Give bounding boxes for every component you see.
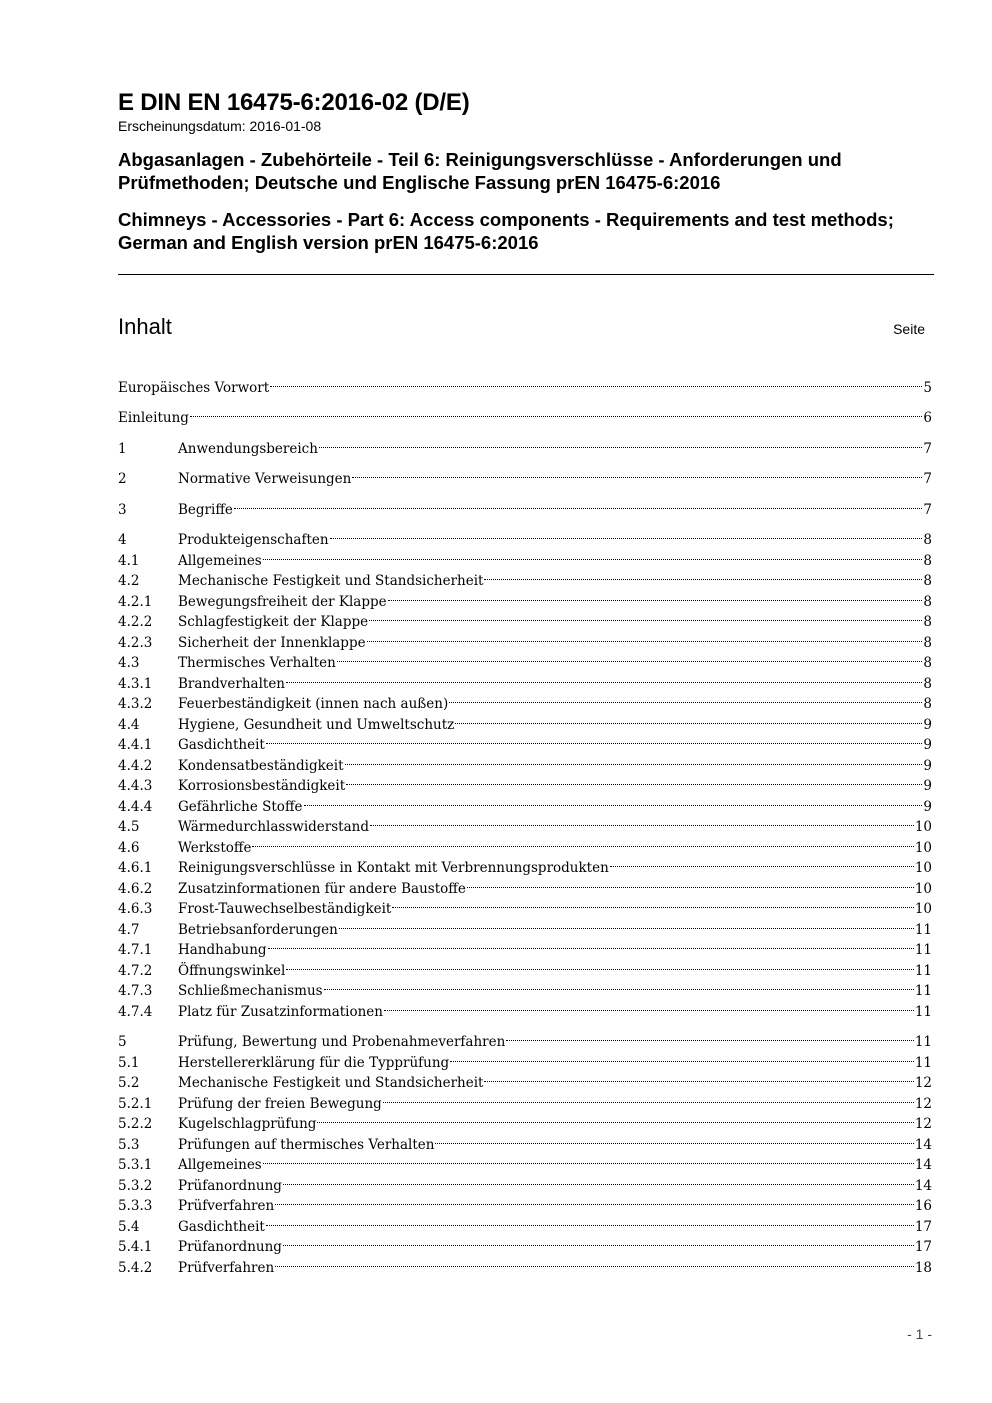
toc-entry-number: 5.2 (118, 1075, 140, 1091)
toc-leader-dots (330, 524, 923, 545)
toc-entry-title: Werkstoffe (178, 839, 252, 856)
toc-entry-title: Begriffe (178, 501, 233, 518)
toc-leader-dots (610, 852, 914, 873)
toc-entry-page: 11 (914, 942, 932, 958)
toc-entry-number: 4.7 (118, 921, 140, 938)
toc-entry-number: 4.6.1 (118, 860, 153, 876)
toc-entry-title: Allgemeines (178, 552, 262, 569)
toc-leader-dots (384, 995, 914, 1016)
toc-entry-number: 1 (118, 440, 127, 457)
toc-leader-dots (383, 1087, 914, 1108)
toc-entry-number: 5.2.1 (118, 1095, 153, 1112)
toc-page-column-label: Seite (893, 321, 925, 337)
toc-leader-dots (484, 1067, 913, 1088)
toc-entry-number: 5.2.2 (118, 1116, 153, 1132)
toc-entry-page: 8 (923, 634, 932, 651)
toc-entry-number: 5.3.2 (118, 1177, 153, 1194)
toc-leader-dots (339, 913, 914, 934)
toc-entry-number: 4.7.3 (118, 983, 153, 999)
toc-entry-number: 5.3 (118, 1136, 140, 1153)
toc-entry-title: Anwendungsbereich (178, 440, 318, 457)
toc-entry-page: 18 (914, 1259, 932, 1276)
publication-date: Erscheinungsdatum: 2016-01-08 (118, 118, 322, 134)
toc-entry-page: 9 (923, 757, 932, 774)
toc-entry-page: 11 (914, 1034, 932, 1050)
toc-entry-page: 8 (923, 655, 932, 671)
toc-entry-title: Thermisches Verhalten (178, 655, 336, 671)
toc-entry-page: 11 (914, 1003, 932, 1020)
toc-entry-title: Einleitung (118, 410, 189, 426)
toc-leader-dots (370, 811, 914, 832)
toc-leader-dots (266, 1210, 914, 1231)
toc-entry-title: Zusatzinformationen für andere Baustoffe (178, 880, 466, 897)
toc-entry-number: 4.2.3 (118, 634, 153, 651)
toc-entry-title: Prüfverfahren (178, 1259, 275, 1276)
toc-leader-dots (484, 565, 922, 586)
toc-entry-page: 12 (914, 1095, 932, 1112)
toc-entry-title: Normative Verweisungen (178, 471, 352, 487)
document-header (118, 88, 934, 254)
toc-entry-number: 5 (118, 1034, 127, 1050)
toc-entry-title: Brandverhalten (178, 675, 285, 692)
toc-entry-page: 9 (923, 778, 932, 794)
toc-entry-title: Korrosionsbeständigkeit (178, 778, 346, 794)
toc-entry-page: 10 (914, 901, 932, 917)
toc-leader-dots (283, 1169, 914, 1190)
toc-leader-dots (263, 544, 923, 565)
toc-entry-number: 4.5 (118, 819, 140, 835)
title-german: Abgasanlagen - Zubehörteile - Teil 6: Reinigungsverschlüsse - Anforderungen und Prüfmethoden; Deutsche und Englische Fassung prEN 16475-6:2016 (118, 149, 842, 193)
toc-leader-dots (435, 1128, 913, 1149)
toc-entry-page: 5 (923, 379, 932, 396)
toc-entry-page: 8 (923, 532, 932, 548)
toc-entry-number: 4.4.3 (118, 778, 153, 794)
toc-entry-number: 4.3 (118, 655, 140, 671)
toc-heading: Inhalt (118, 314, 172, 339)
toc-leader-dots (286, 954, 913, 975)
toc-leader-dots (324, 975, 914, 996)
toc-entry-title: Öffnungswinkel (178, 962, 286, 979)
toc-leader-dots (317, 1108, 913, 1129)
toc-entry-page: 14 (914, 1157, 932, 1173)
toc-entry-title: Gasdichtheit (178, 1218, 265, 1235)
toc-entry-page: 12 (914, 1075, 932, 1091)
toc-entry-number: 4.4.4 (118, 798, 153, 815)
toc-entry-title: Betriebsanforderungen (178, 921, 338, 938)
toc-entry-title: Prüfverfahren (178, 1198, 275, 1214)
toc-leader-dots (467, 872, 914, 893)
toc-leader-dots (268, 934, 914, 955)
title-english: Chimneys - Accessories - Part 6: Access components - Requirements and test methods; German and English version prEN 16475-6:2016 (118, 209, 894, 253)
toc-entry[interactable] (118, 463, 932, 487)
toc-entry-page: 6 (923, 410, 932, 426)
toc-leader-dots (337, 647, 923, 668)
toc-entry-title: Prüfung, Bewertung und Probenahmeverfahren (178, 1034, 506, 1050)
toc-leader-dots (369, 606, 922, 627)
toc-leader-dots (388, 585, 923, 606)
toc-entry-title: Prüfung der freien Bewegung (178, 1095, 382, 1112)
toc-entry-title: Feuerbeständigkeit (innen nach außen) (178, 696, 449, 712)
toc-entry-page: 8 (923, 675, 932, 692)
toc-leader-dots (275, 1190, 914, 1211)
toc-entry-number: 4.4.1 (118, 737, 153, 753)
toc-entry-page: 8 (923, 696, 932, 712)
toc-entry-number: 4.2.2 (118, 614, 153, 630)
toc-entry-title: Gefährliche Stoffe (178, 798, 303, 815)
toc-entry-number: 4 (118, 532, 127, 548)
toc-entry[interactable] (118, 524, 932, 548)
document-id: E DIN EN 16475-6:2016-02 (D/E) (118, 89, 470, 116)
toc-entry-number: 4.1 (118, 552, 140, 569)
toc-leader-dots (234, 493, 923, 514)
toc-leader-dots (455, 708, 922, 729)
toc-leader-dots (270, 371, 922, 392)
toc-entry-title: Mechanische Festigkeit und Standsicherheit (178, 1075, 484, 1091)
toc-entry-title: Allgemeines (178, 1157, 262, 1173)
toc-entry[interactable] (118, 371, 932, 396)
toc-entry-page: 8 (923, 614, 932, 630)
toc-leader-dots (367, 626, 923, 647)
page-number: - 1 - (907, 1326, 932, 1342)
toc-entry[interactable] (118, 432, 932, 457)
toc-leader-dots (286, 667, 922, 688)
toc-entry-page: 11 (914, 1054, 932, 1071)
toc-entry-page: 14 (914, 1136, 932, 1153)
toc-entry-page: 16 (914, 1198, 932, 1214)
toc-entry-number: 4.4 (118, 716, 140, 733)
toc-entry-title: Hygiene, Gesundheit und Umweltschutz (178, 716, 455, 733)
toc-entry-number: 5.4.2 (118, 1259, 153, 1276)
toc-entry-title: Sicherheit der Innenklappe (178, 634, 366, 651)
toc-leader-dots (283, 1231, 914, 1252)
toc-entry-number: 4.6.3 (118, 901, 153, 917)
toc-entry[interactable] (118, 493, 932, 518)
toc-entry-page: 8 (923, 552, 932, 569)
toc-leader-dots (263, 1149, 914, 1170)
toc-leader-dots (190, 402, 922, 423)
toc-entry-number: 4.6 (118, 839, 140, 856)
toc-entry-title: Bewegungsfreiheit der Klappe (178, 593, 387, 610)
toc-entry-title: Herstellererklärung für die Typprüfung (178, 1054, 450, 1071)
toc-entry-page: 9 (923, 798, 932, 815)
toc-entry-number: 5.3.1 (118, 1157, 153, 1173)
toc-entry-title: Reinigungsverschlüsse in Kontakt mit Verbrennungsprodukten (178, 860, 609, 876)
toc-leader-dots (266, 729, 923, 750)
toc-leader-dots (252, 831, 913, 852)
toc-entry-title: Frost-Tauwechselbeständigkeit (178, 901, 392, 917)
toc-entry-title: Prüfanordnung (178, 1239, 282, 1255)
toc-entry-title: Gasdichtheit (178, 737, 265, 753)
toc-entry-page: 10 (914, 819, 932, 835)
toc-entry-title: Schließmechanismus (178, 983, 323, 999)
toc-leader-dots (345, 749, 923, 770)
toc-entry-number: 5.4 (118, 1218, 140, 1235)
toc-leader-dots (392, 893, 913, 914)
toc-entry-page: 11 (914, 962, 932, 979)
toc-leader-dots (275, 1251, 914, 1272)
toc-entry-title: Europäisches Vorwort (118, 379, 270, 396)
toc-entry-title: Produkteigenschaften (178, 532, 329, 548)
toc-entry-number: 4.7.2 (118, 962, 153, 979)
toc-entry-number: 4.3.2 (118, 696, 153, 712)
toc-entry-page: 10 (914, 860, 932, 876)
toc-entry-title: Kugelschlagprüfung (178, 1116, 317, 1132)
toc-entry-page: 10 (914, 839, 932, 856)
toc-entry-number: 5.3.3 (118, 1198, 153, 1214)
toc-entry-page: 9 (923, 737, 932, 753)
toc-leader-dots (450, 1046, 914, 1067)
toc-entry-number: 4.3.1 (118, 675, 153, 692)
toc-entry-page: 8 (923, 593, 932, 610)
toc-entry-number: 4.2.1 (118, 593, 153, 610)
toc-entry-page: 7 (923, 501, 932, 518)
toc-entry-title: Schlagfestigkeit der Klappe (178, 614, 369, 630)
toc-leader-dots (319, 432, 922, 453)
toc-entry-number: 2 (118, 471, 127, 487)
toc-entry-page: 14 (914, 1177, 932, 1194)
table-of-contents (118, 371, 932, 1276)
toc-entry-number: 4.7.4 (118, 1003, 153, 1020)
toc-entry-number: 4.4.2 (118, 757, 153, 774)
toc-entry-title: Wärmedurchlasswiderstand (178, 819, 369, 835)
toc-entry-title: Prüfanordnung (178, 1177, 282, 1194)
toc-entry-page: 11 (914, 921, 932, 938)
toc-entry-number: 3 (118, 501, 127, 518)
toc-entry-page: 7 (923, 440, 932, 457)
toc-entry-number: 5.1 (118, 1054, 140, 1071)
toc-entry-number: 4.6.2 (118, 880, 153, 897)
header-divider (118, 274, 934, 275)
toc-leader-dots (346, 770, 922, 791)
toc-leader-dots (449, 688, 922, 709)
toc-entry-number: 4.7.1 (118, 942, 153, 958)
toc-leader-dots (506, 1026, 914, 1047)
toc-entry-page: 8 (923, 573, 932, 589)
toc-entry-page: 9 (923, 716, 932, 733)
toc-entry-number: 4.2 (118, 573, 140, 589)
toc-entry[interactable] (118, 402, 932, 426)
toc-entry-page: 12 (914, 1116, 932, 1132)
toc-entry-title: Handhabung (178, 942, 267, 958)
toc-entry-title: Platz für Zusatzinformationen (178, 1003, 383, 1020)
toc-leader-dots (304, 790, 923, 811)
toc-entry-title: Mechanische Festigkeit und Standsicherheit (178, 573, 484, 589)
toc-entry[interactable] (118, 1026, 932, 1050)
toc-entry-title: Prüfungen auf thermisches Verhalten (178, 1136, 435, 1153)
toc-entry-number: 5.4.1 (118, 1239, 153, 1255)
toc-entry-page: 11 (914, 983, 932, 999)
toc-entry-page: 10 (914, 880, 932, 897)
toc-leader-dots (352, 463, 922, 484)
toc-entry-page: 7 (923, 471, 932, 487)
toc-entry-title: Kondensatbeständigkeit (178, 757, 344, 774)
toc-entry-page: 17 (914, 1239, 932, 1255)
toc-entry-page: 17 (914, 1218, 932, 1235)
